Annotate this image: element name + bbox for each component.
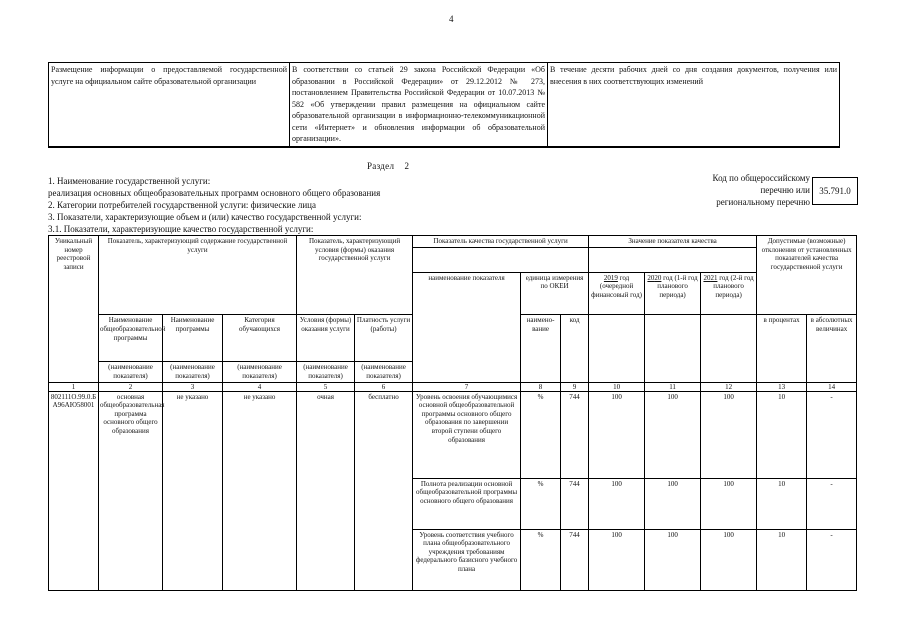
indicator-unit: % [521, 391, 561, 478]
indicator-unit: % [521, 529, 561, 590]
indicator-value-1: 100 [589, 478, 645, 529]
header-year-3 [701, 272, 757, 315]
sub-program2 [163, 315, 223, 382]
indicator-value-3: 100 [701, 478, 757, 529]
header-deviation: Допустимые (возможные) отклонения от установленных показателей качества государственной услуги [757, 236, 857, 273]
col-number: 6 [355, 382, 413, 391]
info-method-cell: Размещение информации о предоставляемой государственной услуге на официальном сайте образовательной организации [49, 63, 290, 147]
code-label-line: перечню или [760, 185, 810, 195]
service-name-value: реализация основных общеобразовательных программ основного общего образования [48, 188, 381, 198]
indicator-name: Уровень соответствия учебного плана общеобразовательного учреждения требованиям федерального базисного учебного плана [413, 529, 521, 590]
col-number: 3 [163, 382, 223, 391]
info-frequency-cell: В течение десяти рабочих дней со дня создания документов, получения или внесения в них соответствующих изменений [548, 63, 840, 147]
indicator-dev-abs: - [807, 529, 857, 590]
year-3-label: год (2-й год планового периода) [713, 273, 754, 300]
indicator-code: 744 [561, 391, 589, 478]
column-numbers-row [49, 382, 857, 391]
code-label-line: региональному перечню [716, 197, 810, 207]
sub-program2-label: Наименование программы [170, 316, 215, 333]
record-program2: не указано [163, 391, 223, 590]
sub-payment-param: (наименование показателя) [355, 361, 412, 381]
sub-form [297, 315, 355, 382]
info-content-cell: В соответствии со статьей 29 закона Российской Федерации «Об образовании в Российской Федерации» от 29.12.2012 № 273, постановлением Правительства Российской Федерации от 10.07.2013 № 582 «Об утверждении правил размещения на официальном сайте образовательной организации в информационно-телекоммуникационной сети «Интернет» и обновления информации об образовательной организации». [290, 63, 548, 147]
sub-program-label: Наименование общеобразовательной программы [100, 316, 166, 342]
year-2-label: год (1-й год планового периода) [657, 273, 698, 300]
quality-indicators-table [48, 235, 857, 591]
year-3-prefix: 20 [703, 273, 711, 282]
sub-program-param: (наименование показателя) [99, 361, 162, 381]
header-content: Показатель, характеризующий содержание государственной услуги [99, 236, 297, 273]
header-quality: Показатель качества государственной услуги [413, 236, 588, 248]
header-unique-number: Уникальный номер реестровой записи [49, 236, 99, 383]
header-year-1 [589, 272, 645, 315]
section-number: 2 [404, 161, 410, 171]
table-row [49, 391, 857, 478]
record-form: очная [297, 391, 355, 590]
record-program: основная общеобразовательная программа основного общего образования [99, 391, 163, 590]
page-number: 4 [449, 14, 454, 24]
header-year-2 [645, 272, 701, 315]
col-number: 11 [645, 382, 701, 391]
indicator-dev-abs: - [807, 391, 857, 478]
header-value: Значение показателя качества [589, 236, 756, 248]
registry-code-box: 35.791.0 [812, 177, 858, 205]
section-label: Раздел [367, 161, 395, 171]
indicator-dev-pct: 10 [757, 478, 807, 529]
col-number: 4 [223, 382, 297, 391]
indicator-name: Уровень освоения обучающимися основной общеобразовательной программы основного общего образования по завершении второй ступени общего образования [413, 391, 521, 478]
sub-category-param: (наименование показателя) [223, 361, 296, 381]
year-1-value: 19 [610, 273, 618, 282]
year-1-label: год (очередной финансовый год) [591, 273, 642, 300]
header-conditions: Показатель, характеризующий условия (формы) оказания государственной услуги [297, 236, 413, 273]
sub-program2-param: (наименование показателя) [163, 361, 222, 381]
indicator-dev-pct: 10 [757, 391, 807, 478]
header-quality-name: наименование показателя [413, 272, 521, 382]
col-number: 10 [589, 382, 645, 391]
sub-payment-label: Платность услуги (работы) [356, 316, 411, 333]
sub-category-label: Категория обучающихся [239, 316, 280, 333]
section-title [367, 161, 409, 171]
indicator-unit: % [521, 478, 561, 529]
sub-payment [355, 315, 413, 382]
year-2-prefix: 20 [647, 273, 655, 282]
sub-unit-code: код [561, 315, 589, 382]
indicator-dev-pct: 10 [757, 529, 807, 590]
sub-form-param: (наименование показателя) [297, 361, 354, 381]
indicator-value-3: 100 [701, 391, 757, 478]
col-number: 14 [807, 382, 857, 391]
sub-dev-pct: в процентах [757, 315, 807, 382]
year-1-prefix: 20 [603, 273, 611, 282]
indicator-value-2: 100 [645, 478, 701, 529]
record-category: не указано [223, 391, 297, 590]
registry-code-label [704, 172, 810, 208]
table-header-row [49, 236, 857, 273]
header-unit: единица измерения по ОКЕИ [521, 272, 589, 315]
sub-unit-name: наимено-вание [521, 315, 561, 382]
record-id: 802111О.99.0.БА96АЮ58001 [49, 391, 99, 590]
table-row [49, 63, 840, 147]
indicator-value-1: 100 [589, 391, 645, 478]
code-label-line: Код по общероссийскому [712, 173, 810, 183]
indicator-dev-abs: - [807, 478, 857, 529]
info-placement-table [48, 62, 840, 148]
col-number: 9 [561, 382, 589, 391]
indicator-value-2: 100 [645, 391, 701, 478]
sub-category [223, 315, 297, 382]
col-number: 7 [413, 382, 521, 391]
service-name-label: 1. Наименование государственной услуги: [48, 176, 211, 186]
indicator-code: 744 [561, 478, 589, 529]
sub-dev-abs: в абсолютных величинах [807, 315, 857, 382]
sub-form-label: Условия (формы) оказания услуги [299, 316, 352, 333]
quality-indicators-heading: 3.1. Показатели, характеризующие качество государственной услуги: [48, 224, 314, 234]
col-number: 1 [49, 382, 99, 391]
table-row [49, 146, 840, 147]
indicator-value-2: 100 [645, 529, 701, 590]
year-2-value: 20 [654, 273, 662, 282]
indicator-code: 744 [561, 529, 589, 590]
table-header-row [49, 272, 857, 315]
indicator-name: Полнота реализации основной общеобразовательной программы основного общего образования [413, 478, 521, 529]
sub-program [99, 315, 166, 382]
col-number: 13 [757, 382, 807, 391]
consumer-category: 2. Категории потребителей государственной услуги: физические лица [48, 200, 316, 210]
record-payment: бесплатно [355, 391, 413, 590]
col-number: 2 [99, 382, 163, 391]
col-number: 8 [521, 382, 561, 391]
indicators-heading: 3. Показатели, характеризующие объем и (или) качество государственной услуги: [48, 212, 362, 222]
year-3-value: 21 [710, 273, 718, 282]
header-value-group [589, 236, 757, 273]
indicator-value-3: 100 [701, 529, 757, 590]
col-number: 12 [701, 382, 757, 391]
col-number: 5 [297, 382, 355, 391]
header-quality-group [413, 236, 589, 273]
indicator-value-1: 100 [589, 529, 645, 590]
